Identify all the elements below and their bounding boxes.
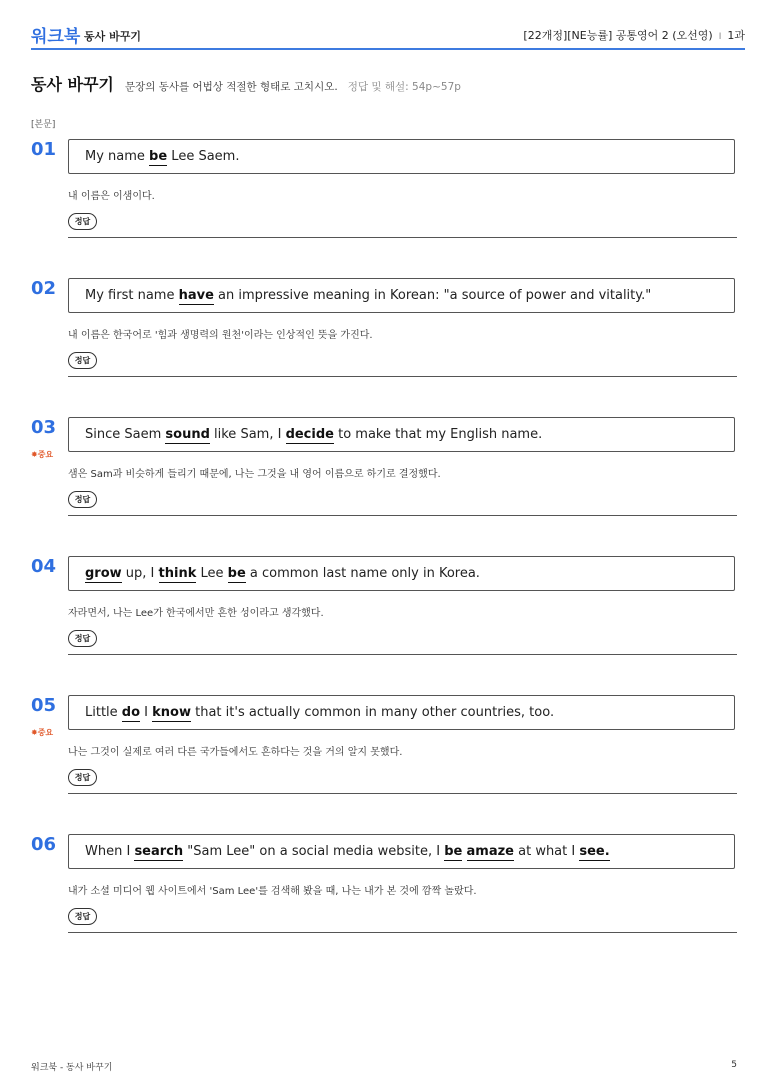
sentence-text: I — [140, 705, 153, 720]
sentence-text: Since Saem — [85, 427, 166, 442]
sentence-box — [68, 834, 735, 869]
page-title: 동사 바꾸기 — [31, 75, 114, 94]
sentence-text: an impressive meaning in Korean: "a source of power and vitality." — [213, 288, 652, 303]
answer-reference: 정답 및 해설: 54p~57p — [347, 81, 461, 93]
page-header — [31, 0, 745, 50]
header-separator: I — [718, 32, 722, 42]
course-info — [523, 27, 745, 43]
target-verb: search — [134, 844, 184, 859]
important-label: 중요 — [37, 728, 54, 737]
sentence-text: My name — [85, 149, 150, 164]
answer-button[interactable]: 정답 — [68, 213, 97, 230]
target-verb: be — [149, 149, 168, 164]
answer-line[interactable] — [68, 932, 737, 933]
answer-line[interactable] — [68, 654, 737, 655]
exercise-number: 06 — [31, 834, 57, 855]
star-icon: ✸ — [31, 450, 38, 459]
sentence-box — [68, 278, 735, 313]
korean-translation: 샘은 Sam과 비슷하게 들리기 때문에, 나는 그것을 내 영어 이름으로 하기로 결정했다. — [68, 469, 441, 480]
answer-button[interactable]: 정답 — [68, 630, 97, 647]
target-verb: see. — [579, 844, 610, 859]
course-title: [22개정][NE능률] 공통영어 2 (오선영) — [523, 29, 713, 42]
answer-button[interactable]: 정답 — [68, 491, 97, 508]
target-verb: decide — [285, 427, 334, 442]
important-badge — [31, 449, 53, 460]
sentence-text: When I — [85, 844, 135, 859]
target-verb: have — [178, 288, 214, 303]
target-verb: be — [444, 844, 463, 859]
sentence-box — [68, 139, 735, 174]
star-icon: ✸ — [31, 728, 38, 737]
target-verb: know — [152, 705, 191, 720]
important-badge — [31, 727, 53, 738]
answer-button[interactable]: 정답 — [68, 908, 97, 925]
page-title-row — [31, 72, 461, 95]
important-label: 중요 — [37, 450, 54, 459]
brand-logo: 워크북 — [31, 27, 81, 47]
sentence-text: at what I — [513, 844, 580, 859]
korean-translation: 자라면서, 나는 Lee가 한국에서만 흔한 성이라고 생각했다. — [68, 608, 324, 619]
section-label: [본문] — [31, 120, 56, 130]
exercise-number: 04 — [31, 556, 57, 577]
footer-title: 워크북 - 동사 바꾸기 — [31, 1063, 113, 1073]
korean-translation: 내 이름은 이샘이다. — [68, 191, 155, 202]
sentence-text: "Sam Lee" on a social media website, I — [183, 844, 445, 859]
target-verb: amaze — [466, 844, 514, 859]
exercise-number: 02 — [31, 278, 57, 299]
answer-line[interactable] — [68, 793, 737, 794]
sentence-text: that it's actually common in many other countries, too. — [191, 705, 555, 720]
sentence-box — [68, 417, 735, 452]
exercise-number: 05 — [31, 695, 57, 716]
sentence-text: like Sam, I — [209, 427, 286, 442]
sentence-text: Little — [85, 705, 122, 720]
sentence-text: to make that my English name. — [333, 427, 543, 442]
sentence-text: My first name — [85, 288, 179, 303]
sentence-text: up, I — [121, 566, 159, 581]
sentence-text — [462, 844, 466, 859]
sentence-text: Lee Saem. — [167, 149, 240, 164]
exercise-number: 01 — [31, 139, 57, 160]
answer-button[interactable]: 정답 — [68, 769, 97, 786]
instruction-text: 문장의 동사를 어법상 적절한 형태로 고치시오. — [124, 81, 338, 93]
target-verb: sound — [165, 427, 210, 442]
sentence-box — [68, 556, 735, 591]
target-verb: grow — [85, 566, 122, 581]
lesson-label: 1과 — [727, 29, 745, 42]
sentence-box — [68, 695, 735, 730]
answer-button[interactable]: 정답 — [68, 352, 97, 369]
page-number: 5 — [731, 1060, 737, 1070]
target-verb: think — [158, 566, 197, 581]
answer-line[interactable] — [68, 376, 737, 377]
exercise-number: 03 — [31, 417, 57, 438]
sentence-text: Lee — [196, 566, 228, 581]
header-subtitle: 동사 바꾸기 — [84, 30, 141, 43]
korean-translation: 나는 그것이 실제로 여러 다른 국가들에서도 흔하다는 것을 거의 알지 못했다. — [68, 747, 403, 758]
answer-line[interactable] — [68, 515, 737, 516]
target-verb: be — [227, 566, 246, 581]
sentence-text: a common last name only in Korea. — [245, 566, 480, 581]
korean-translation: 내가 소셜 미디어 웹 사이트에서 'Sam Lee'를 검색해 봤을 때, 나는 내가 본 것에 깜짝 놀랐다. — [68, 886, 477, 897]
answer-line[interactable] — [68, 237, 737, 238]
korean-translation: 내 이름은 한국어로 '힘과 생명력의 원천'이라는 인상적인 뜻을 가진다. — [68, 330, 373, 341]
target-verb: do — [121, 705, 141, 720]
